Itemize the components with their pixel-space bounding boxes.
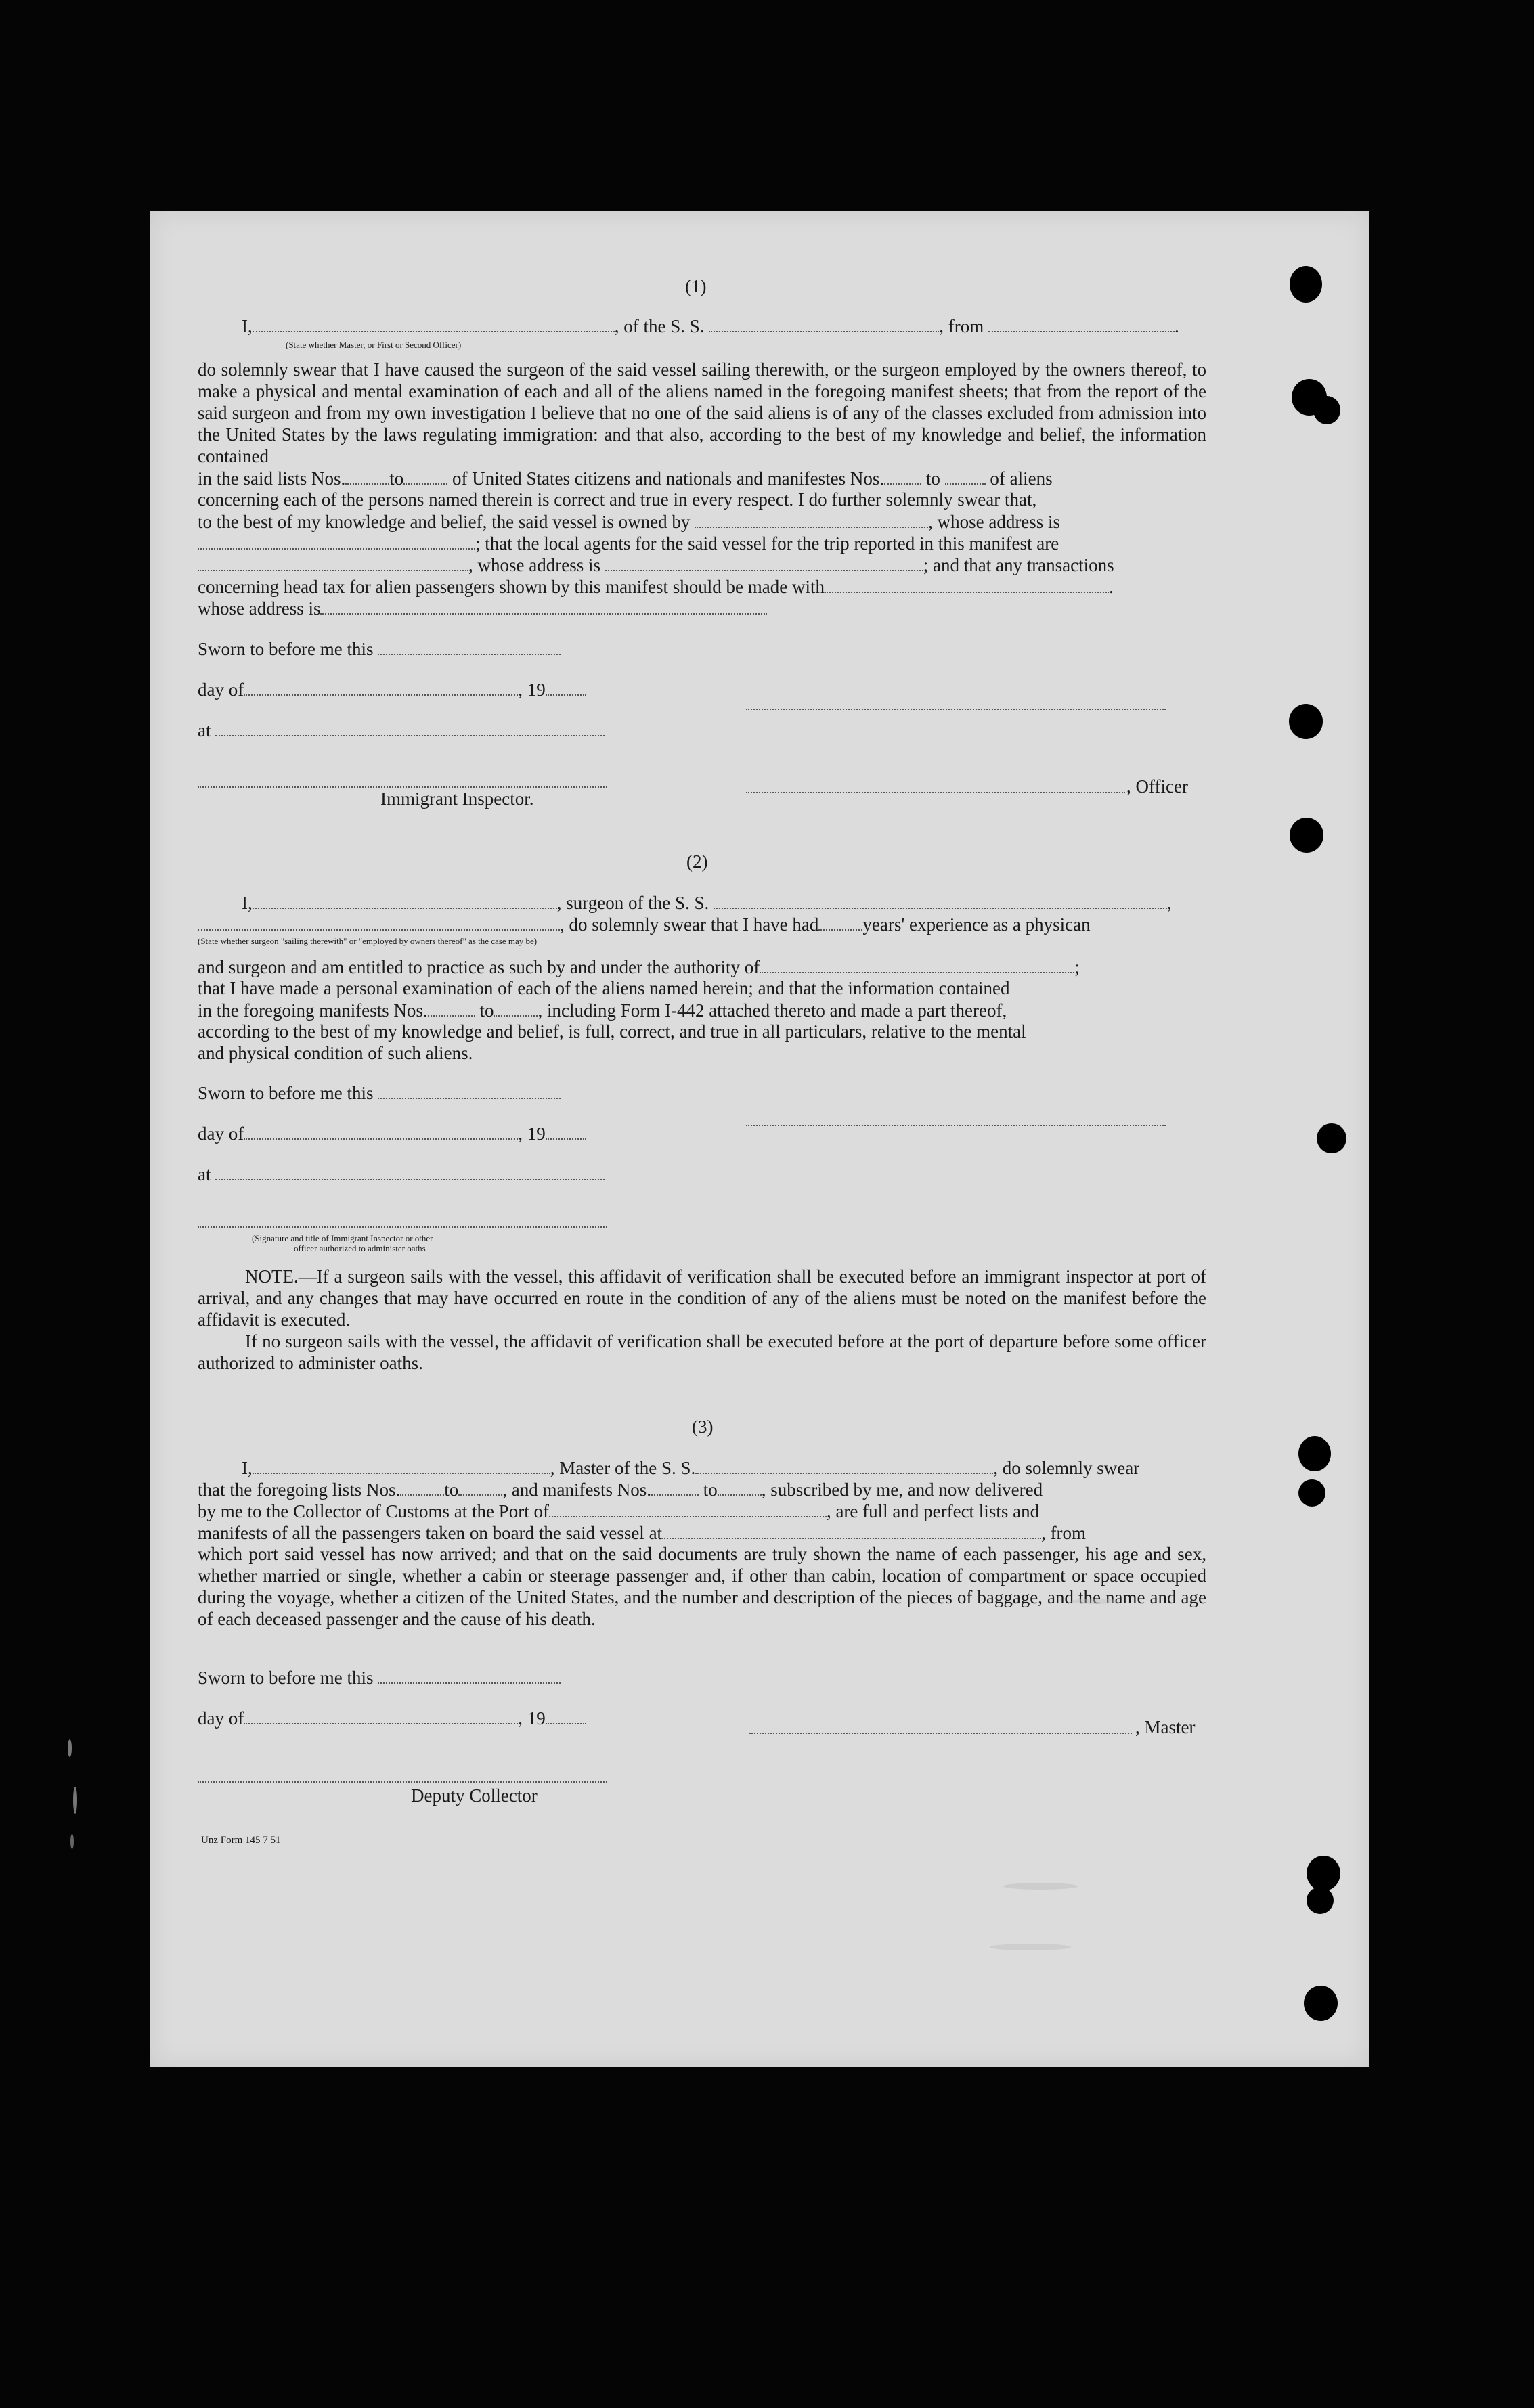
bleed-through-mark [1003,1883,1078,1890]
head-tax-field[interactable] [825,575,1109,593]
sec1-officer-note: (State whether Master, or First or Second Officer) [286,340,462,350]
punch-hole [1298,1479,1325,1507]
sec1-master-signature-line[interactable] [746,709,1166,710]
sec3-line-2: that the foregoing lists Nos. to , and manifests Nos. to , subscribed by me, and now delivered [198,1479,1043,1500]
sec2-day-field[interactable] [244,1122,518,1140]
sec3-master-name-field[interactable] [253,1456,550,1474]
sec2-vessel-field[interactable] [714,891,1167,909]
agents-field[interactable] [198,554,468,571]
punch-hole [1298,1436,1331,1471]
bleed-through-mark [990,1944,1071,1950]
sec3-deputy-label: Deputy Collector [411,1785,538,1806]
sec3-oath-paragraph: which port said vessel has now arrived; and that on the said documents are truly shown the name of each passenger, his age and sex, whether married or single, whether a cabin or steerage passenger and, if other than cabin, location of compartment or space occupied during the voyage, whether a citizen of the United States, and the number and description of the pieces of baggage, and the name and age of each deceased passenger and the cause of his death. [198,1544,1206,1629]
sec2-line-5: in the foregoing manifests Nos. to , including Form I-442 attached thereto and made a part thereof, [198,1000,1007,1021]
surgeon-name-field[interactable] [253,891,557,909]
sec1-officer-signature-line[interactable] [746,792,1125,793]
sec1-oath-paragraph: do solemnly swear that I have caused the surgeon of the said vessel sailing therewith, or the surgeon employed by the owners thereof, to make a physical and mental examination of each and all of the aliens named in the foregoing manifest sheets; that from the report of the said surgeon and from my own investigation I believe that no one of the said aliens is of any of the classes excluded from admission into the United States by the laws regulating immigration: and that also, according to the best of my knowledge and belief, the information contained [198,359,1206,466]
edge-speck [73,1787,77,1814]
form-sheet [150,211,1369,2067]
sec1-whose-line: whose address is [198,597,767,619]
sec1-at-field[interactable] [215,719,605,736]
edge-speck [70,1834,74,1849]
agents-address-field[interactable] [605,554,923,571]
sec1-concerning-line: concerning each of the persons named therein is correct and true in every respect. I do further solemnly swear that, [198,489,1037,510]
head-tax-address-field[interactable] [320,597,767,615]
punch-hole [1290,818,1323,853]
manifests-from-field[interactable] [884,467,921,485]
sec2-inspector-signature-line[interactable] [198,1226,607,1228]
bleed-through-mark [1071,1599,1118,1604]
edge-speck [68,1739,72,1757]
sec1-year-field[interactable] [546,678,586,696]
sec1-day-line: day of , 19 [198,678,586,700]
punch-hole [1317,1123,1346,1153]
sec3-sworn-field[interactable] [378,1666,561,1684]
sec2-note-paragraph: NOTE.—If a surgeon sails with the vessel, this affidavit of verification shall be executed before an immigrant inspector at port of arrival, and any changes that may have occurred en route in the condition of any of the aliens must be noted on the manifest before the affidavit is executed. [198,1266,1206,1330]
sec3-deputy-signature-line[interactable] [198,1781,607,1783]
owner-field[interactable] [695,510,928,528]
sec1-sworn-line: Sworn to before me this [198,638,561,660]
sec3-line-4: manifests of all the passengers taken on board the said vessel at , from [198,1523,1087,1543]
section-3-number: (3) [692,1417,714,1437]
sec1-officer-label: , Officer [1126,776,1188,797]
sec3-lists-to-field[interactable] [458,1478,502,1496]
sec3-master-signature-line[interactable] [749,1733,1132,1734]
form-identifier: Unz Form 145 7 51 [201,1835,281,1846]
lists-to-field[interactable] [403,467,447,485]
sec1-head-tax-line: concerning head tax for alien passengers shown by this manifest should be made with . [198,577,1114,597]
sec3-manifests-to-field[interactable] [718,1478,762,1496]
sec3-sworn-line: Sworn to before me this [198,1666,561,1689]
sec3-day-field[interactable] [244,1707,518,1724]
sec1-at-line: at [198,719,605,741]
sec2-sworn-field[interactable] [378,1082,561,1099]
sec2-manifests-to-field[interactable] [494,999,538,1017]
section-1-number: (1) [685,276,707,296]
sec2-line-2: , do solemnly swear that I have had years' experience as a physican [198,913,1091,935]
section-2-number: (2) [686,851,708,872]
years-experience-field[interactable] [818,913,862,931]
customs-port-field[interactable] [549,1500,827,1517]
owner-address-field[interactable] [198,532,475,550]
sec3-manifests-from-field[interactable] [651,1478,699,1496]
sec3-master-label: , Master [1135,1717,1196,1737]
surgeon-status-field[interactable] [198,913,560,931]
sec3-day-line: day of , 19 [198,1707,586,1729]
sec2-sworn-line: Sworn to before me this [198,1082,561,1104]
sec1-owned-line: to the best of my knowledge and belief, the said vessel is owned by , whose address is [198,512,1061,532]
sec2-note-paragraph-2: If no surgeon sails with the vessel, the affidavit of verification shall be executed before at the port of departure before some officer authorized to administer oaths. [198,1331,1206,1373]
sec2-manifests-from-field[interactable] [428,999,475,1017]
sec2-at-field[interactable] [215,1163,605,1180]
sec3-lists-from-field[interactable] [400,1478,444,1496]
master-name-field[interactable] [253,315,615,332]
sec2-signature-note-1: (Signature and title of Immigrant Inspector or other [252,1233,433,1243]
punch-hole [1313,396,1340,424]
boarding-port-field[interactable] [662,1521,1041,1539]
sec1-sworn-field[interactable] [378,638,561,655]
sec2-line-3: and surgeon and am entitled to practice as such by and under the authority of ; [198,957,1080,977]
sec2-line-4: that I have made a personal examination of each of the aliens named herein; and that the information contained [198,978,1010,998]
sec1-agents-line: ; that the local agents for the said vessel for the trip reported in this manifest are [198,532,1059,554]
sec3-line-1: I, , Master of the S. S. , do solemnly swear [242,1458,1140,1478]
lists-from-field[interactable] [345,467,389,485]
sec2-surgeon-note: (State whether surgeon "sailing therewith" or "employed by owners thereof" as the case may be) [198,936,538,946]
sec1-agents-address-line: , whose address is ; and that any transactions [198,554,1114,576]
punch-hole [1307,1887,1334,1914]
sec1-day-field[interactable] [244,678,518,696]
sec2-year-field[interactable] [546,1122,586,1140]
sec2-signature-note-2: officer authorized to administer oaths [294,1243,426,1253]
from-port-field[interactable] [988,315,1175,332]
punch-hole [1307,1856,1340,1891]
vessel-name-field[interactable] [709,315,939,332]
punch-hole [1304,1986,1338,2021]
sec2-surgeon-signature-line[interactable] [746,1125,1166,1126]
sec3-line-3: by me to the Collector of Customs at the Port of , are full and perfect lists and [198,1501,1040,1521]
sec1-inspector-label: Immigrant Inspector. [380,788,534,809]
sec3-year-field[interactable] [546,1707,586,1724]
sec2-line-1: I, , surgeon of the S. S. , [242,893,1172,913]
punch-hole [1289,704,1323,739]
sec2-line-7: and physical condition of such aliens. [198,1043,473,1063]
sec1-lists-line: in the said lists Nos. to of United States citizens and nationals and manifestes Nos. to of aliens [198,468,1053,489]
sec2-line-6: according to the best of my knowledge and belief, is full, correct, and true in all particulars, relative to the mental [198,1021,1026,1042]
authority-field[interactable] [760,956,1074,973]
punch-hole [1290,266,1322,303]
sec2-at-line: at [198,1163,605,1185]
sec2-day-line: day of , 19 [198,1122,586,1144]
manifests-to-field[interactable] [945,467,986,485]
sec3-vessel-field[interactable] [695,1456,993,1474]
sec1-line-1: I, , of the S. S. , from . [242,316,1179,336]
